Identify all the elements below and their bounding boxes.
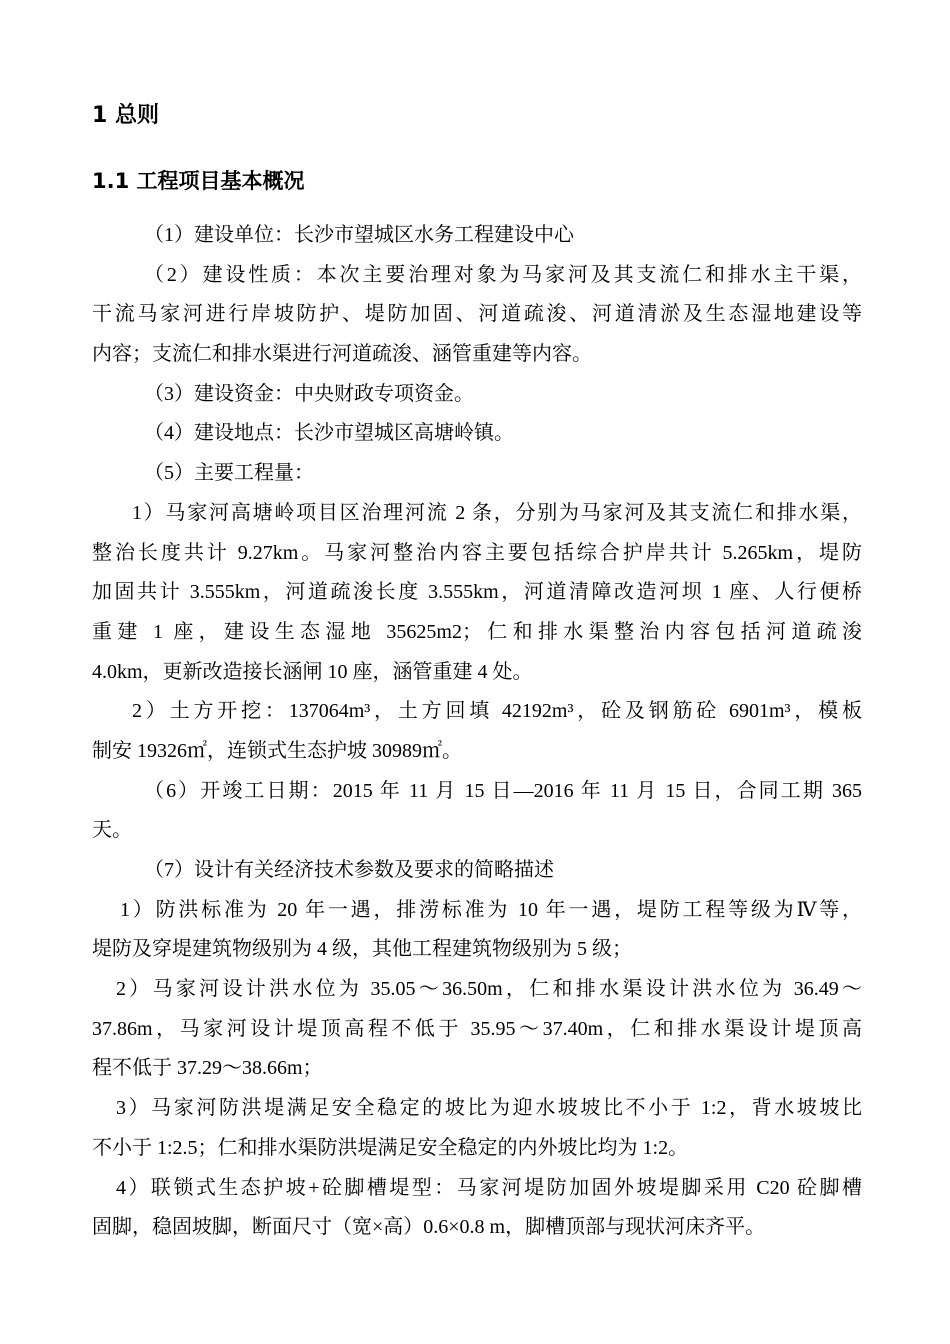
text-line: 1）马家河高塘岭项目区治理河流 2 条，分别为马家河及其支流仁和排水渠， [132,501,862,524]
text-line: 天。 [92,819,132,842]
body-text [92,216,862,1248]
text-line: 3）马家河防洪堤满足安全稳定的坡比为迎水坡坡比不小于 1:2，背水坡坡比 [116,1097,862,1120]
text-line: 固脚，稳固坡脚，断面尺寸（宽×高）0.6×0.8 m，脚槽顶部与现状河床齐平。 [92,1216,766,1239]
text-line: 干流马家河进行岸坡防护、堤防加固、河道疏浚、河道清淤及生态湿地建设等 [92,303,862,326]
text-line: 4）联锁式生态护坡+砼脚槽堤型：马家河堤防加固外坡堤脚采用 C20 砼脚槽 [116,1176,862,1199]
text-line: （2）建设性质：本次主要治理对象为马家河及其支流仁和排水主干渠， [144,263,862,286]
text-line: 加固共计 3.555km，河道疏浚长度 3.555km，河道清障改造河坝 1 座、人行便桥 [92,581,862,604]
text-line: 内容；支流仁和排水渠进行河道疏浚、涵管重建等内容。 [92,343,592,366]
text-line: （3）建设资金：中央财政专项资金。 [144,382,474,405]
text-line: 堤防及穿堤建筑物级别为 4 级，其他工程建筑物级别为 5 级； [92,938,632,961]
text-line: 2）马家河设计洪水位为 35.05～36.50m，仁和排水渠设计洪水位为 36.49～ [116,978,862,1001]
text-line: 重建 1 座，建设生态湿地 35625m2；仁和排水渠整治内容包括河道疏浚 [92,620,862,643]
text-line: 程不低于 37.29～38.66m； [92,1057,323,1080]
text-line: 整治长度共计 9.27km。马家河整治内容主要包括综合护岸共计 5.265km，堤防 [92,541,862,564]
subsection-heading: 1.1 工程项目基本概况 [92,169,305,193]
text-line: （6）开竣工日期：2015 年 11 月 15 日—2016 年 11 月 15 日，合同工期 365 [144,779,862,802]
text-line: 2）土方开挖：137064m³，土方回填 42192m³，砼及钢筋砼 6901m³，模板 [132,700,862,723]
text-line: 不小于 1:2.5；仁和排水渠防洪堤满足安全稳定的内外坡比均为 1:2。 [92,1136,689,1159]
text-line: （5）主要工程量： [144,462,314,485]
text-line: 制安 19326㎡，连锁式生态护坡 30989㎡。 [92,739,462,762]
text-line: 1）防洪标准为 20 年一遇，排涝标准为 10 年一遇，堤防工程等级为Ⅳ等， [120,898,862,921]
text-line: 37.86m，马家河设计堤顶高程不低于 35.95～37.40m，仁和排水渠设计堤顶高 [92,1017,862,1040]
text-line: （7）设计有关经济技术参数及要求的简略描述 [144,859,554,881]
text-line: （1）建设单位：长沙市望城区水务工程建设中心 [144,224,574,246]
text-line: 4.0km，更新改造接长涵闸 10 座，涵管重建 4 处。 [92,660,533,683]
text-line: （4）建设地点：长沙市望城区高塘岭镇。 [144,422,514,445]
section-heading: 1 总则 [92,103,159,128]
